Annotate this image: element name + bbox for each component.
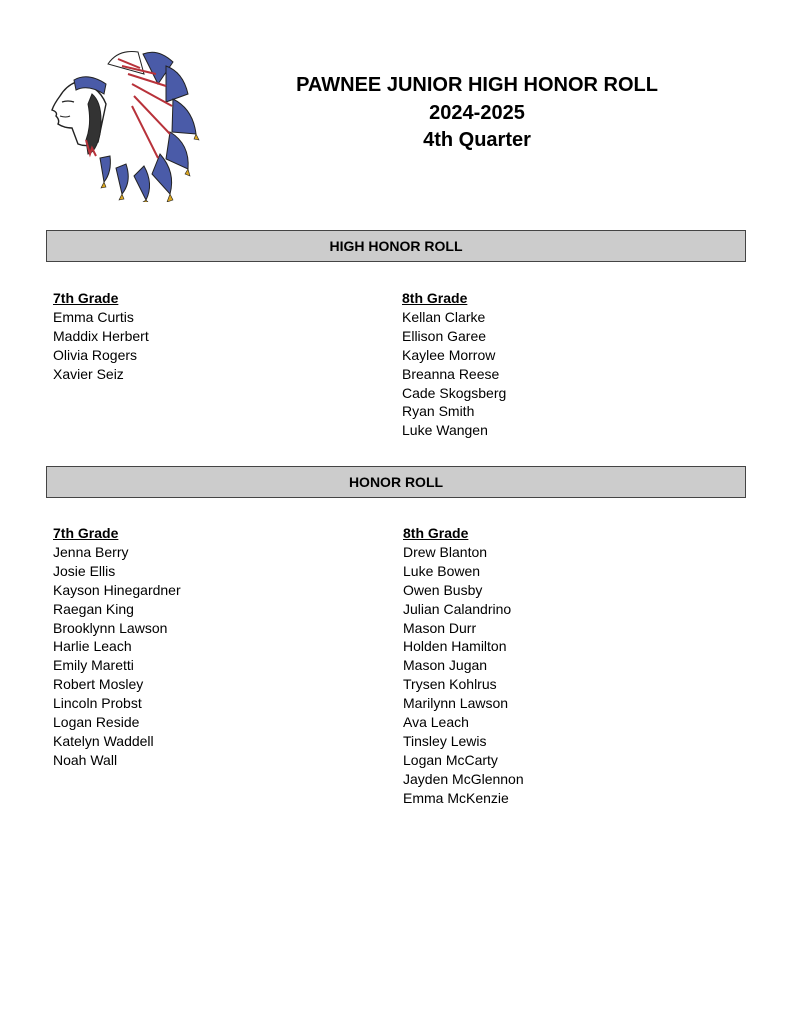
- student-name: Olivia Rogers: [53, 346, 138, 363]
- student-name: Julian Calandrino: [403, 600, 512, 617]
- student-name: Luke Wangen: [402, 422, 488, 439]
- student-name: Kayson Hinegardner: [53, 581, 181, 598]
- student-name: Owen Busby: [403, 581, 483, 598]
- student-name: Lincoln Probst: [53, 695, 142, 712]
- high-honor-roll-grade-7-column: [53, 289, 149, 384]
- student-name: Jenna Berry: [53, 543, 129, 560]
- student-name: Logan McCarty: [403, 751, 498, 768]
- student-name: Ava Leach: [403, 714, 469, 731]
- title-line-1: PAWNEE JUNIOR HIGH HONOR ROLL: [296, 74, 658, 96]
- honor-roll-grade-7-column: [53, 524, 181, 770]
- student-name: Mason Jugan: [403, 657, 488, 674]
- student-name: Tinsley Lewis: [403, 732, 487, 749]
- high-honor-roll-section-header: HIGH HONOR ROLL: [46, 230, 746, 262]
- high-honor-roll-grade-8-column: [402, 289, 506, 440]
- indian-chief-headdress-icon: [48, 44, 200, 202]
- student-name: Noah Wall: [53, 751, 118, 768]
- student-name: Kellan Clarke: [402, 308, 486, 325]
- student-name: Jayden McGlennon: [403, 770, 524, 787]
- grade-heading: 8th Grade: [402, 290, 468, 306]
- student-name: Marilynn Lawson: [403, 695, 509, 712]
- student-name: Raegan King: [53, 600, 134, 617]
- student-name: Mason Durr: [403, 619, 477, 636]
- page-title: [262, 72, 692, 155]
- student-name: Maddix Herbert: [53, 327, 149, 344]
- student-name: Josie Ellis: [53, 562, 116, 579]
- honor-roll-grade-8-column: [403, 524, 524, 808]
- student-name: Brooklynn Lawson: [53, 619, 168, 636]
- student-name: Ryan Smith: [402, 403, 475, 420]
- student-name: Harlie Leach: [53, 638, 132, 655]
- title-line-3: 4th Quarter: [423, 129, 531, 151]
- student-name: Luke Bowen: [403, 562, 481, 579]
- student-name: Xavier Seiz: [53, 365, 124, 382]
- student-name: Kaylee Morrow: [402, 346, 496, 363]
- honor-roll-section-header: HONOR ROLL: [46, 466, 746, 498]
- student-name: Ellison Garee: [402, 327, 487, 344]
- grade-heading: 7th Grade: [53, 290, 119, 306]
- student-name: Holden Hamilton: [403, 638, 507, 655]
- grade-heading: 7th Grade: [53, 525, 119, 541]
- student-name: Cade Skogsberg: [402, 384, 507, 401]
- student-name: Katelyn Waddell: [53, 732, 154, 749]
- student-name: Logan Reside: [53, 714, 140, 731]
- student-name: Emma McKenzie: [403, 789, 509, 806]
- student-name: Emma Curtis: [53, 308, 134, 325]
- student-name: Trysen Kohlrus: [403, 676, 497, 693]
- student-name: Emily Maretti: [53, 657, 134, 674]
- grade-heading: 8th Grade: [403, 525, 469, 541]
- student-name: Breanna Reese: [402, 365, 500, 382]
- student-name: Robert Mosley: [53, 676, 144, 693]
- title-line-2: 2024-2025: [429, 101, 525, 124]
- student-name: Drew Blanton: [403, 543, 488, 560]
